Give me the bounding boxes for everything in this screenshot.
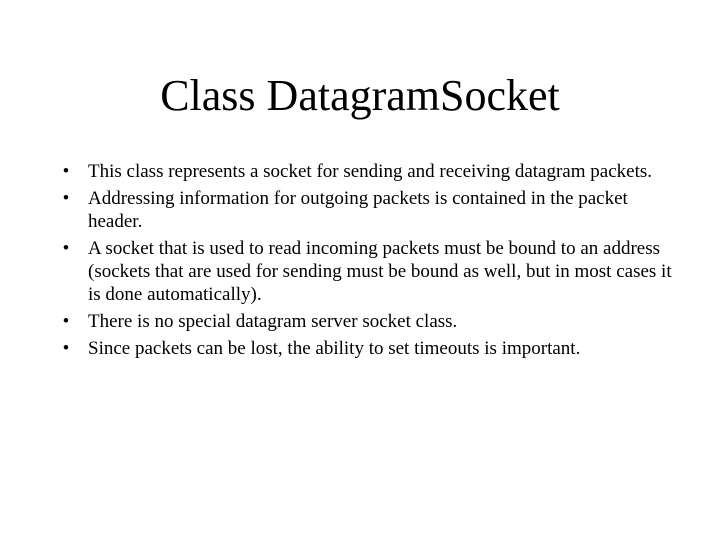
- bullet-marker: •: [62, 161, 70, 182]
- bullet-text: There is no special datagram server socket class.: [88, 311, 458, 332]
- bullet-text: Since packets can be lost, the ability to set timeouts is important.: [88, 338, 581, 359]
- bullet-marker: •: [62, 338, 70, 359]
- bullet-item: [56, 187, 676, 233]
- bullet-item: [56, 310, 676, 333]
- bullet-list: [56, 160, 676, 364]
- bullet-text: Addressing information for outgoing packets is contained in the packet header.: [88, 188, 628, 232]
- bullet-text: This class represents a socket for sending and receiving datagram packets.: [88, 161, 652, 182]
- bullet-marker: •: [62, 311, 70, 332]
- bullet-item: [56, 160, 676, 183]
- bullet-item: [56, 237, 676, 306]
- bullet-text: A socket that is used to read incoming packets must be bound to an address (sockets that are used for sending must be bound as well, but in most cases it is done automatically).: [88, 238, 672, 305]
- slide-title: Class DatagramSocket: [160, 71, 560, 120]
- bullet-marker: •: [62, 188, 70, 209]
- bullet-item: [56, 337, 676, 360]
- bullet-marker: •: [62, 238, 70, 259]
